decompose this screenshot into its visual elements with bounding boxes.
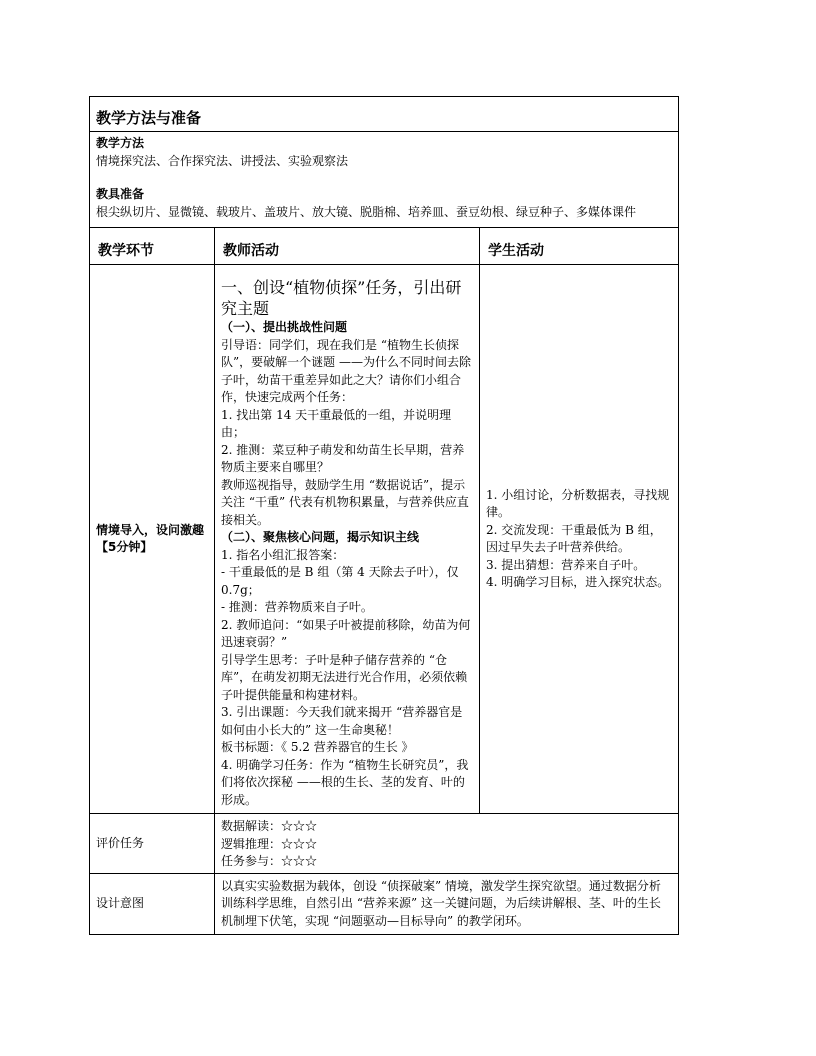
- teacher-line: 2. 教师追问：“如果子叶被提前移除，幼苗为何迅速衰弱？”: [221, 617, 471, 649]
- teacher-line: （一）、提出挑战性问题: [221, 320, 348, 334]
- teacher-line: （二）、聚焦核心问题，揭示知识主线: [221, 530, 420, 544]
- teacher-line: 引导学生思考：子叶是种子储存营养的 “仓库”，在萌发初期无法进行光合作用，必须依赖子叶提供能量和构建材料。: [221, 652, 468, 702]
- header-row: [90, 227, 678, 264]
- student-line: 3. 提出猜想：营养来自子叶。: [486, 557, 646, 572]
- teacher-line: 1. 指名小组汇报答案：: [221, 547, 345, 562]
- design-row: [90, 873, 678, 935]
- student-line: 4. 明确学习目标，进入探究状态。: [486, 575, 670, 589]
- evaluation-row: [90, 813, 678, 873]
- teacher-line: 1. 找出第 14 天干重最低的一组，并说明理由；: [221, 407, 452, 439]
- methods-row: [90, 131, 678, 227]
- teacher-line: 4. 明确学习任务：作为 “植物生长研究员”，我们将依次探秘 ——根的生长、茎的发育、叶的形成。: [221, 757, 469, 807]
- methods-text: 情境探究法、合作探究法、讲授法、实验观察法: [96, 153, 349, 168]
- header-teacher: 教师活动: [214, 228, 479, 264]
- student-line: 2. 交流发现：干重最低为 B 组，因过早失去子叶营养供给。: [486, 522, 662, 554]
- stage1-row: [90, 264, 678, 813]
- stage1-name: 情境导入，设问激趣【5分钟】: [96, 522, 205, 554]
- tools-label: 教具准备: [96, 187, 145, 201]
- teacher-line: 引导语：同学们，现在我们是 “植物生长侦探队”，要破解一个谜题 ——为什么不同时间去除子叶，幼苗干重差异如此之大？请你们小组合作，快速完成两个任务：: [221, 337, 471, 404]
- header-stage: 教学环节: [98, 243, 154, 259]
- evaluation-label: 评价任务: [96, 835, 145, 850]
- header-student: 学生活动: [479, 228, 678, 264]
- teacher-line: - 干重最低的是 B 组（第 4 天除去子叶），仅 0.7g；: [221, 565, 459, 597]
- title-row: [90, 97, 678, 131]
- evaluation-cell: [214, 814, 678, 873]
- teacher-line: 2. 推测：菜豆种子萌发和幼苗生长早期，营养物质主要来自哪里？: [221, 442, 465, 474]
- stage1-student-cell: [479, 265, 678, 813]
- teacher-line: 3. 引出课题：今天我们就来揭开 “营养器官是如何由小长大的” 这一生命奥秘！: [221, 705, 463, 737]
- stage1-teacher-title: 一、创设“植物侦探”任务，引出研究主题: [221, 278, 462, 318]
- teacher-line: 板书标题：《 5.2 营养器官的生长 》: [221, 740, 414, 754]
- methods-cell: [90, 132, 678, 227]
- section-title: 教学方法与准备: [96, 109, 202, 127]
- student-line: 1. 小组讨论，分析数据表，寻找规律。: [486, 487, 670, 519]
- lesson-plan-table: [89, 96, 679, 935]
- evaluation-item: 逻辑推理：☆☆☆: [221, 836, 318, 851]
- teacher-line: - 推测：营养物质来自子叶。: [221, 600, 373, 614]
- teacher-line: 教师巡视指导，鼓励学生用 “数据说话”，提示关注 “干重” 代表有机物积累量，与营养供应直接相关。: [221, 477, 469, 527]
- evaluation-item: 数据解读：☆☆☆: [221, 819, 318, 833]
- student-lines: [486, 487, 672, 592]
- tools-text: 根尖纵切片、显微镜、载玻片、盖玻片、放大镜、脱脂棉、培养皿、蚕豆幼根、绿豆种子、多媒体课件: [96, 204, 637, 219]
- design-label: 设计意图: [96, 896, 145, 910]
- methods-label: 教学方法: [96, 136, 145, 150]
- stage1-teacher-cell: [214, 265, 479, 813]
- design-text: 以真实实验数据为载体，创设 “侦探破案” 情境，激发学生探究欲望。通过数据分析训练科学思维，自然引出 “营养来源” 这一关键问题，为后续讲解根、茎、叶的生长机制埋下伏笔，实现 “问题驱动—目标导向” 的教学闭环。: [214, 874, 678, 935]
- evaluation-item: 任务参与：☆☆☆: [221, 854, 318, 868]
